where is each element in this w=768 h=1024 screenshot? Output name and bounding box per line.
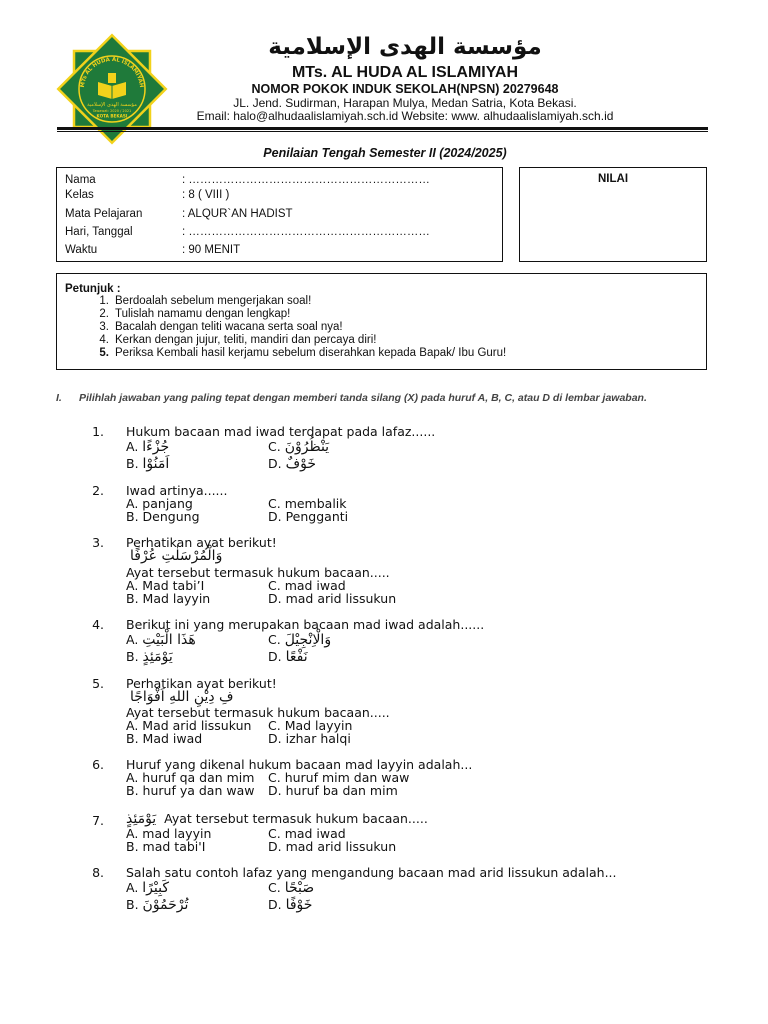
answer-option[interactable]: A. كَبِيْرًا [126,880,170,896]
answer-option[interactable]: B. Mad layyin [126,591,211,606]
identity-row-date [65,226,430,238]
answer-option[interactable]: B. اَمَنُوْا [126,456,170,472]
score-label: NILAI [597,173,629,185]
school-address: JL. Jend. Sudirman, Harapan Mulya, Medan Satria, Kota Bekasi. [233,96,577,110]
identity-value: : 90 MENIT [182,244,241,256]
identity-row-class [65,189,229,201]
instructions-title: Petunjuk : [65,283,121,295]
identity-label: Hari, Tanggal [65,226,133,238]
answer-option[interactable]: C. وَالْاِنْجِيْلَ [268,632,332,648]
student-identity-box [56,167,503,262]
answer-option[interactable]: D. mad arid lissukun [268,591,397,606]
answer-option[interactable]: C. mad iwad [268,578,346,593]
instruction-item: 4. Kerkan dengan jujur, teliti, mandiri dan percaya diri! [99,334,377,346]
answer-option[interactable]: C. membalik [268,496,347,511]
question-followup: Ayat tersebut termasuk hukum bacaan..... [126,565,390,580]
identity-row-name [65,174,430,186]
question-text: Hukum bacaan mad iwad terdapat pada lafaz...... [126,424,436,439]
answer-option[interactable]: D. Pengganti [268,509,349,524]
identity-label: Mata Pelajaran [65,208,143,220]
question-number: 2. [92,483,104,498]
answer-option[interactable]: B. mad tabi'I [126,839,206,854]
answer-option[interactable]: B. Dengung [126,509,200,524]
answer-option[interactable]: C. huruf mim dan waw [268,770,410,785]
question-text: Perhatikan ayat berikut! [126,676,277,691]
identity-value: : 8 ( VIII ) [182,189,230,201]
answer-option[interactable]: D. huruf ba dan mim [268,783,398,798]
identity-label: Waktu [65,244,98,256]
answer-option[interactable]: A. huruf qa dan mim [126,770,255,785]
question-number: 7. [92,813,104,828]
score-box[interactable] [519,167,707,262]
header-divider-thin [57,131,708,132]
question-text: Iwad artinya...... [126,483,228,498]
question-text: Perhatikan ayat berikut! [126,535,277,550]
answer-option[interactable]: A. جُزْءًا [126,439,170,455]
section-numeral: I. [56,392,62,404]
exam-title: Penilaian Tengah Semester II (2024/2025) [263,146,507,160]
instructions-box [56,273,707,370]
question-text: Huruf yang dikenal hukum bacaan mad layyin adalah... [126,757,473,772]
question-number: 3. [92,535,104,550]
answer-option[interactable]: B. تُرْحَمُوْنَ [126,897,189,913]
logo-ring-text: MTs AL HUDA AL ISLAMIYAH [79,56,145,88]
question-number: 1. [92,424,104,439]
school-name: MTs. AL HUDA AL ISLAMIYAH [291,64,519,81]
instruction-item: 1. Berdoalah sebelum mengerjakan soal! [99,295,312,307]
section-instruction: Pilihlah jawaban yang paling tepat dengan memberi tanda silang (X) pada huruf A, B, C, atau D di lembar jawaban. [79,392,647,404]
answer-option[interactable]: D. mad arid lissukun [268,839,397,854]
question-number: 5. [92,676,104,691]
school-npsn: NOMOR POKOK INDUK SEKOLAH(NPSN) 20279648 [251,82,559,96]
logo-arabic: مؤسسة الهدى الإسلامية [87,102,137,108]
identity-value: : ALQUR`AN HADIST [182,208,293,220]
question-verse: فِ دِيْنِ اللهِ اَفْوَاجًا [130,689,234,705]
answer-option[interactable]: B. يَوْمَئِذٍ [126,649,173,665]
question-number: 8. [92,865,104,880]
instruction-item: 5. Periksa Kembali hasil kerjamu sebelum diserahkan kepada Bapak/ Ibu Guru! [99,347,507,359]
answer-option[interactable]: B. huruf ya dan waw [126,783,255,798]
identity-row-subject [65,208,293,220]
identity-value[interactable]: : ……………………………………………………… [182,174,430,186]
identity-label: Nama [65,174,96,186]
question-text: يَوْمَئِذٍ Ayat tersebut termasuk hukum bacaan..... [126,811,428,827]
answer-option[interactable]: D. izhar halqi [268,731,351,746]
answer-option[interactable]: A. هَذَا الْبَيْتِ [126,632,196,648]
answer-option[interactable]: D. خَوْفًا [268,897,313,913]
answer-option[interactable]: A. Mad arid lissukun [126,718,252,733]
identity-row-time [65,244,240,256]
header-divider [57,127,708,130]
question-verse: وَالْمُرْسَلٰتِ عُرْفًا [130,548,223,564]
school-contact: Email: halo@alhudaalislamiyah.sch.id Website: www. alhudaalislamiyah.sch.id [196,109,614,123]
instruction-item: 2. Tulislah namamu dengan lengkap! [99,308,291,320]
answer-option[interactable]: C. Mad layyin [268,718,353,733]
answer-option[interactable]: A. mad layyin [126,826,212,841]
answer-option[interactable]: D. خَوْفٌ [268,456,316,472]
instruction-item: 3. Bacalah dengan teliti wacana serta soal nya! [99,321,343,333]
question-number: 6. [92,757,104,772]
answer-option[interactable]: C. صَبْحًا [268,880,315,896]
question-followup: Ayat tersebut termasuk hukum bacaan..... [126,705,390,720]
foundation-arabic-title: مؤسسة الهدى الإسلامية [268,34,542,60]
answer-option[interactable]: C. يَنْظُرُوْنَ [268,439,330,455]
answer-option[interactable]: B. Mad iwad [126,731,203,746]
question-number: 4. [92,617,104,632]
question-text: Salah satu contoh lafaz yang mengandung bacaan mad arid lissukun adalah... [126,865,617,880]
identity-label: Kelas [65,189,94,201]
answer-option[interactable]: A. panjang [126,496,193,511]
logo-city: KOTA BEKASI [96,113,128,119]
answer-option[interactable]: D. نَفْعًا [268,649,308,665]
answer-option[interactable]: A. Mad tabi’I [126,578,205,593]
question-text: Berikut ini yang merupakan bacaan mad iwad adalah...... [126,617,485,632]
identity-value[interactable]: : ……………………………………………………… [182,226,430,238]
answer-option[interactable]: C. mad iwad [268,826,346,841]
logo-subtext: Tawawat: 2020 / 2021 [92,109,132,113]
